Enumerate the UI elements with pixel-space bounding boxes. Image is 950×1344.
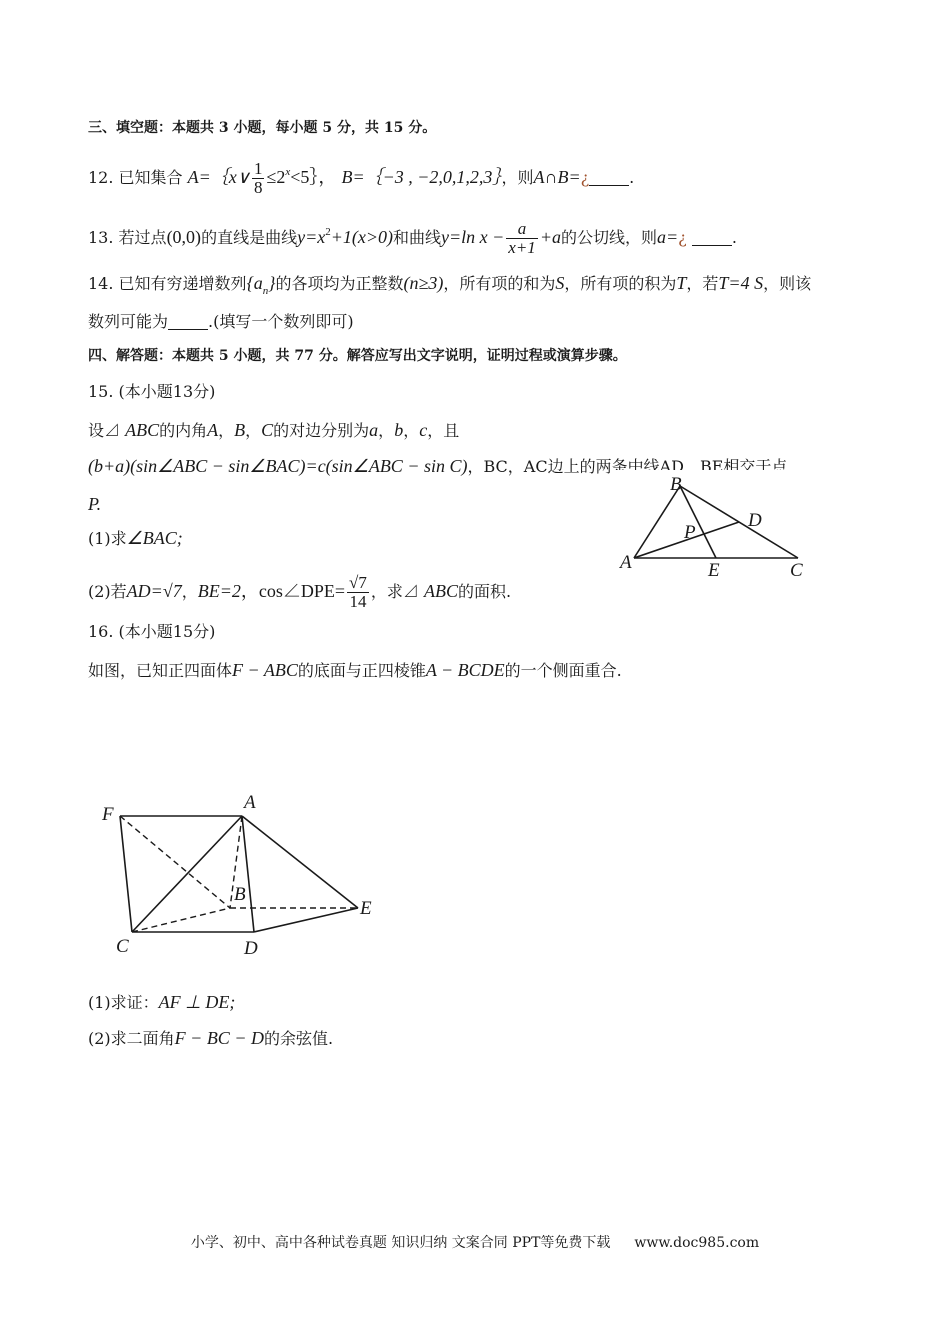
q13-text-4: 的公切线，则	[560, 227, 657, 247]
label-f: F	[102, 804, 114, 825]
q15-p2-text: ，求⊿	[370, 581, 424, 601]
q14-text-6: ，则该	[763, 274, 812, 293]
q14-seq-close: }	[268, 273, 276, 293]
q14-t: T	[676, 273, 687, 293]
q15-line-3	[88, 494, 101, 516]
q15-comma: ，	[218, 421, 235, 440]
label-b: B	[670, 474, 682, 495]
q13-curve-2-rest: +a	[539, 226, 561, 247]
edge-fc	[120, 816, 132, 932]
q16-hidden-lines	[120, 816, 358, 932]
q14-cond: (n≥3)	[403, 273, 444, 293]
q15-triangle-lines	[634, 486, 798, 558]
q16-line-1	[88, 660, 622, 682]
q14-eq: T=4 S	[718, 273, 764, 293]
q13-text-2: 的直线是曲线	[201, 227, 298, 247]
q15-text: 的内角	[159, 421, 208, 440]
q14-seq-sub: n	[262, 285, 269, 297]
q15-p2-fraction: $\frac{√7}{14}$	[349, 573, 367, 611]
label-c: C	[116, 936, 129, 957]
q15-side-b: b	[394, 420, 404, 440]
q12-exponent: x	[285, 165, 291, 178]
q12-power: ≤2	[266, 166, 286, 187]
q12-fraction: $\frac{1}{8}$	[253, 159, 263, 197]
q15-c: C	[261, 420, 274, 440]
q13-number: 13.	[88, 227, 114, 247]
q15-triangle-figure	[612, 470, 808, 582]
q12-set-a-close: <5｝，	[290, 166, 337, 187]
q14-text-4: ，所有项的积为	[564, 274, 677, 293]
q14-text-3: ，所有项的和为	[443, 274, 556, 293]
q13-answer-blank[interactable]	[692, 229, 732, 246]
question-13	[88, 220, 737, 257]
q16-p1-expr: AF ⊥ DE;	[158, 992, 236, 1012]
q15-side-a: a	[369, 420, 379, 440]
q15-comma: ，	[245, 421, 262, 440]
q12-answer-blank[interactable]	[589, 169, 629, 186]
q13-curve-1: y=x	[297, 226, 326, 247]
edge-cb	[132, 908, 230, 932]
section-4-heading: 四、解答题：本题共 5 小题，共 77 分。解答应写出文字说明，证明过程或演算步骤。	[88, 348, 627, 364]
q15-p1-expr: ∠BAC;	[126, 528, 183, 548]
page-footer	[0, 1232, 950, 1252]
label-a: A	[244, 792, 256, 813]
q13-glyph: ¿	[678, 227, 687, 247]
label-e: E	[708, 560, 720, 581]
q15-abc: ABC	[125, 420, 160, 440]
q13-curve-1-rest: +1(x>0)	[330, 226, 393, 247]
label-b: B	[234, 884, 246, 905]
q16-part-1	[88, 992, 235, 1014]
q13-expr: a=	[656, 226, 679, 247]
q15-text: 设⊿	[88, 421, 126, 440]
q15-p2-abc: ABC	[423, 580, 458, 601]
q12-glyph: ¿	[580, 167, 590, 187]
edge-ae	[242, 816, 358, 908]
q15-title: 15. (本小题13分)	[88, 382, 216, 401]
q12-number: 12.	[88, 167, 114, 187]
q15-p2-cos: ，cos∠DPE=	[240, 580, 346, 601]
q15-part-2	[88, 574, 511, 611]
q15-text: 的对边分别为	[273, 421, 370, 440]
label-a: A	[620, 552, 632, 573]
q12-end: .	[629, 167, 635, 187]
q16-solid-lines	[120, 816, 358, 932]
q13-curve-2: y=ln x −	[441, 226, 505, 247]
q15-p2-end: 的面积.	[457, 581, 512, 601]
q12-expr: A∩B=	[533, 166, 581, 187]
segment-ab	[634, 486, 680, 558]
section-3-heading: 三、填空题：本题共 3 小题，每小题 5 分，共 15 分。	[88, 120, 437, 136]
q13-square: 2	[325, 225, 331, 238]
q15-text: ，且	[427, 421, 460, 440]
q14-number: 14.	[88, 274, 114, 293]
edge-de	[254, 908, 358, 932]
q13-fraction: $\frac{a}{x+1}$	[508, 219, 536, 257]
q16-p2-label: (2)求二面角	[88, 1029, 175, 1048]
q12-set-a: A=｛x∨	[187, 166, 250, 187]
q16-pyramid: A − BCDE	[425, 660, 505, 680]
label-d: D	[244, 938, 258, 959]
q13-text-1: 若过点	[118, 227, 167, 247]
q15-a: A	[207, 420, 219, 440]
q16-p1-label: (1)求证：	[88, 993, 159, 1012]
q15-p2-be: BE=2	[197, 580, 241, 601]
q16-title: 16. (本小题15分)	[88, 622, 216, 641]
q16-p2-expr: F − BC − D	[174, 1028, 264, 1048]
q16-p2-end: 的余弦值.	[263, 1029, 334, 1048]
footer-text: 小学、初中、高中各种试卷真题 知识归纳 文案合同 PPT等免费下载	[190, 1235, 611, 1251]
q16-tetrahedron: F − ABC	[232, 660, 298, 680]
question-12	[88, 160, 634, 197]
q15-comma: ，	[378, 421, 395, 440]
q15-comma: ，	[403, 421, 420, 440]
q14-line2-text: 数列可能为	[88, 312, 169, 331]
q16-part-2	[88, 1028, 333, 1050]
footer-link[interactable]: www.doc985.com	[634, 1235, 760, 1251]
q16-text: 如图，已知正四面体	[88, 661, 233, 680]
edge-ad	[242, 816, 254, 932]
q16-solid-figure	[96, 786, 386, 966]
q14-text-5: ，若	[686, 274, 719, 293]
label-p: P	[684, 522, 696, 543]
q12-text: 已知集合	[118, 167, 183, 187]
q14-s: S	[555, 273, 565, 293]
edge-ac	[132, 816, 242, 932]
q13-end: .	[731, 227, 737, 247]
question-14-line-2	[88, 312, 354, 331]
q15-part-1	[88, 528, 183, 550]
q15-comma: ，	[181, 581, 198, 601]
q15-side-c: c	[419, 420, 428, 440]
q15-b: B	[234, 420, 246, 440]
q14-text-2: 的各项均为正整数	[275, 274, 404, 293]
q15-line-1	[88, 420, 459, 442]
q12-then: ，则	[501, 167, 534, 187]
q15-p2-ad: AD=√7	[126, 580, 182, 601]
q14-text-1: 已知有穷递增数列	[118, 274, 247, 293]
label-e: E	[360, 898, 372, 919]
label-d: D	[748, 510, 762, 531]
q14-seq: {a	[246, 273, 263, 293]
q13-point: (0,0)	[166, 226, 202, 247]
q16-text: 的底面与正四棱锥	[297, 661, 426, 680]
edge-fb	[120, 816, 230, 908]
label-c: C	[790, 560, 803, 581]
question-14	[88, 273, 811, 298]
q15-point-p: P.	[88, 494, 102, 514]
q15-medians-text: ，BC，AC边上的两条中线AD，BE相交于点	[467, 457, 788, 476]
q15-p1-label: (1)求	[88, 529, 127, 548]
q15-equation: (b+a)(sin∠ABC − sin∠BAC)=c(sin∠ABC − sin C)	[88, 456, 468, 476]
q14-answer-blank[interactable]	[168, 313, 208, 330]
q12-set-b: B=｛−3 , −2,0,1,2,3｝	[341, 166, 502, 187]
q14-line2-end: .(填写一个数列即可)	[208, 312, 354, 331]
q16-text: 的一个侧面重合.	[504, 661, 622, 680]
q15-p2-label: (2)若	[88, 581, 127, 601]
q13-text-3: 和曲线	[392, 227, 441, 247]
